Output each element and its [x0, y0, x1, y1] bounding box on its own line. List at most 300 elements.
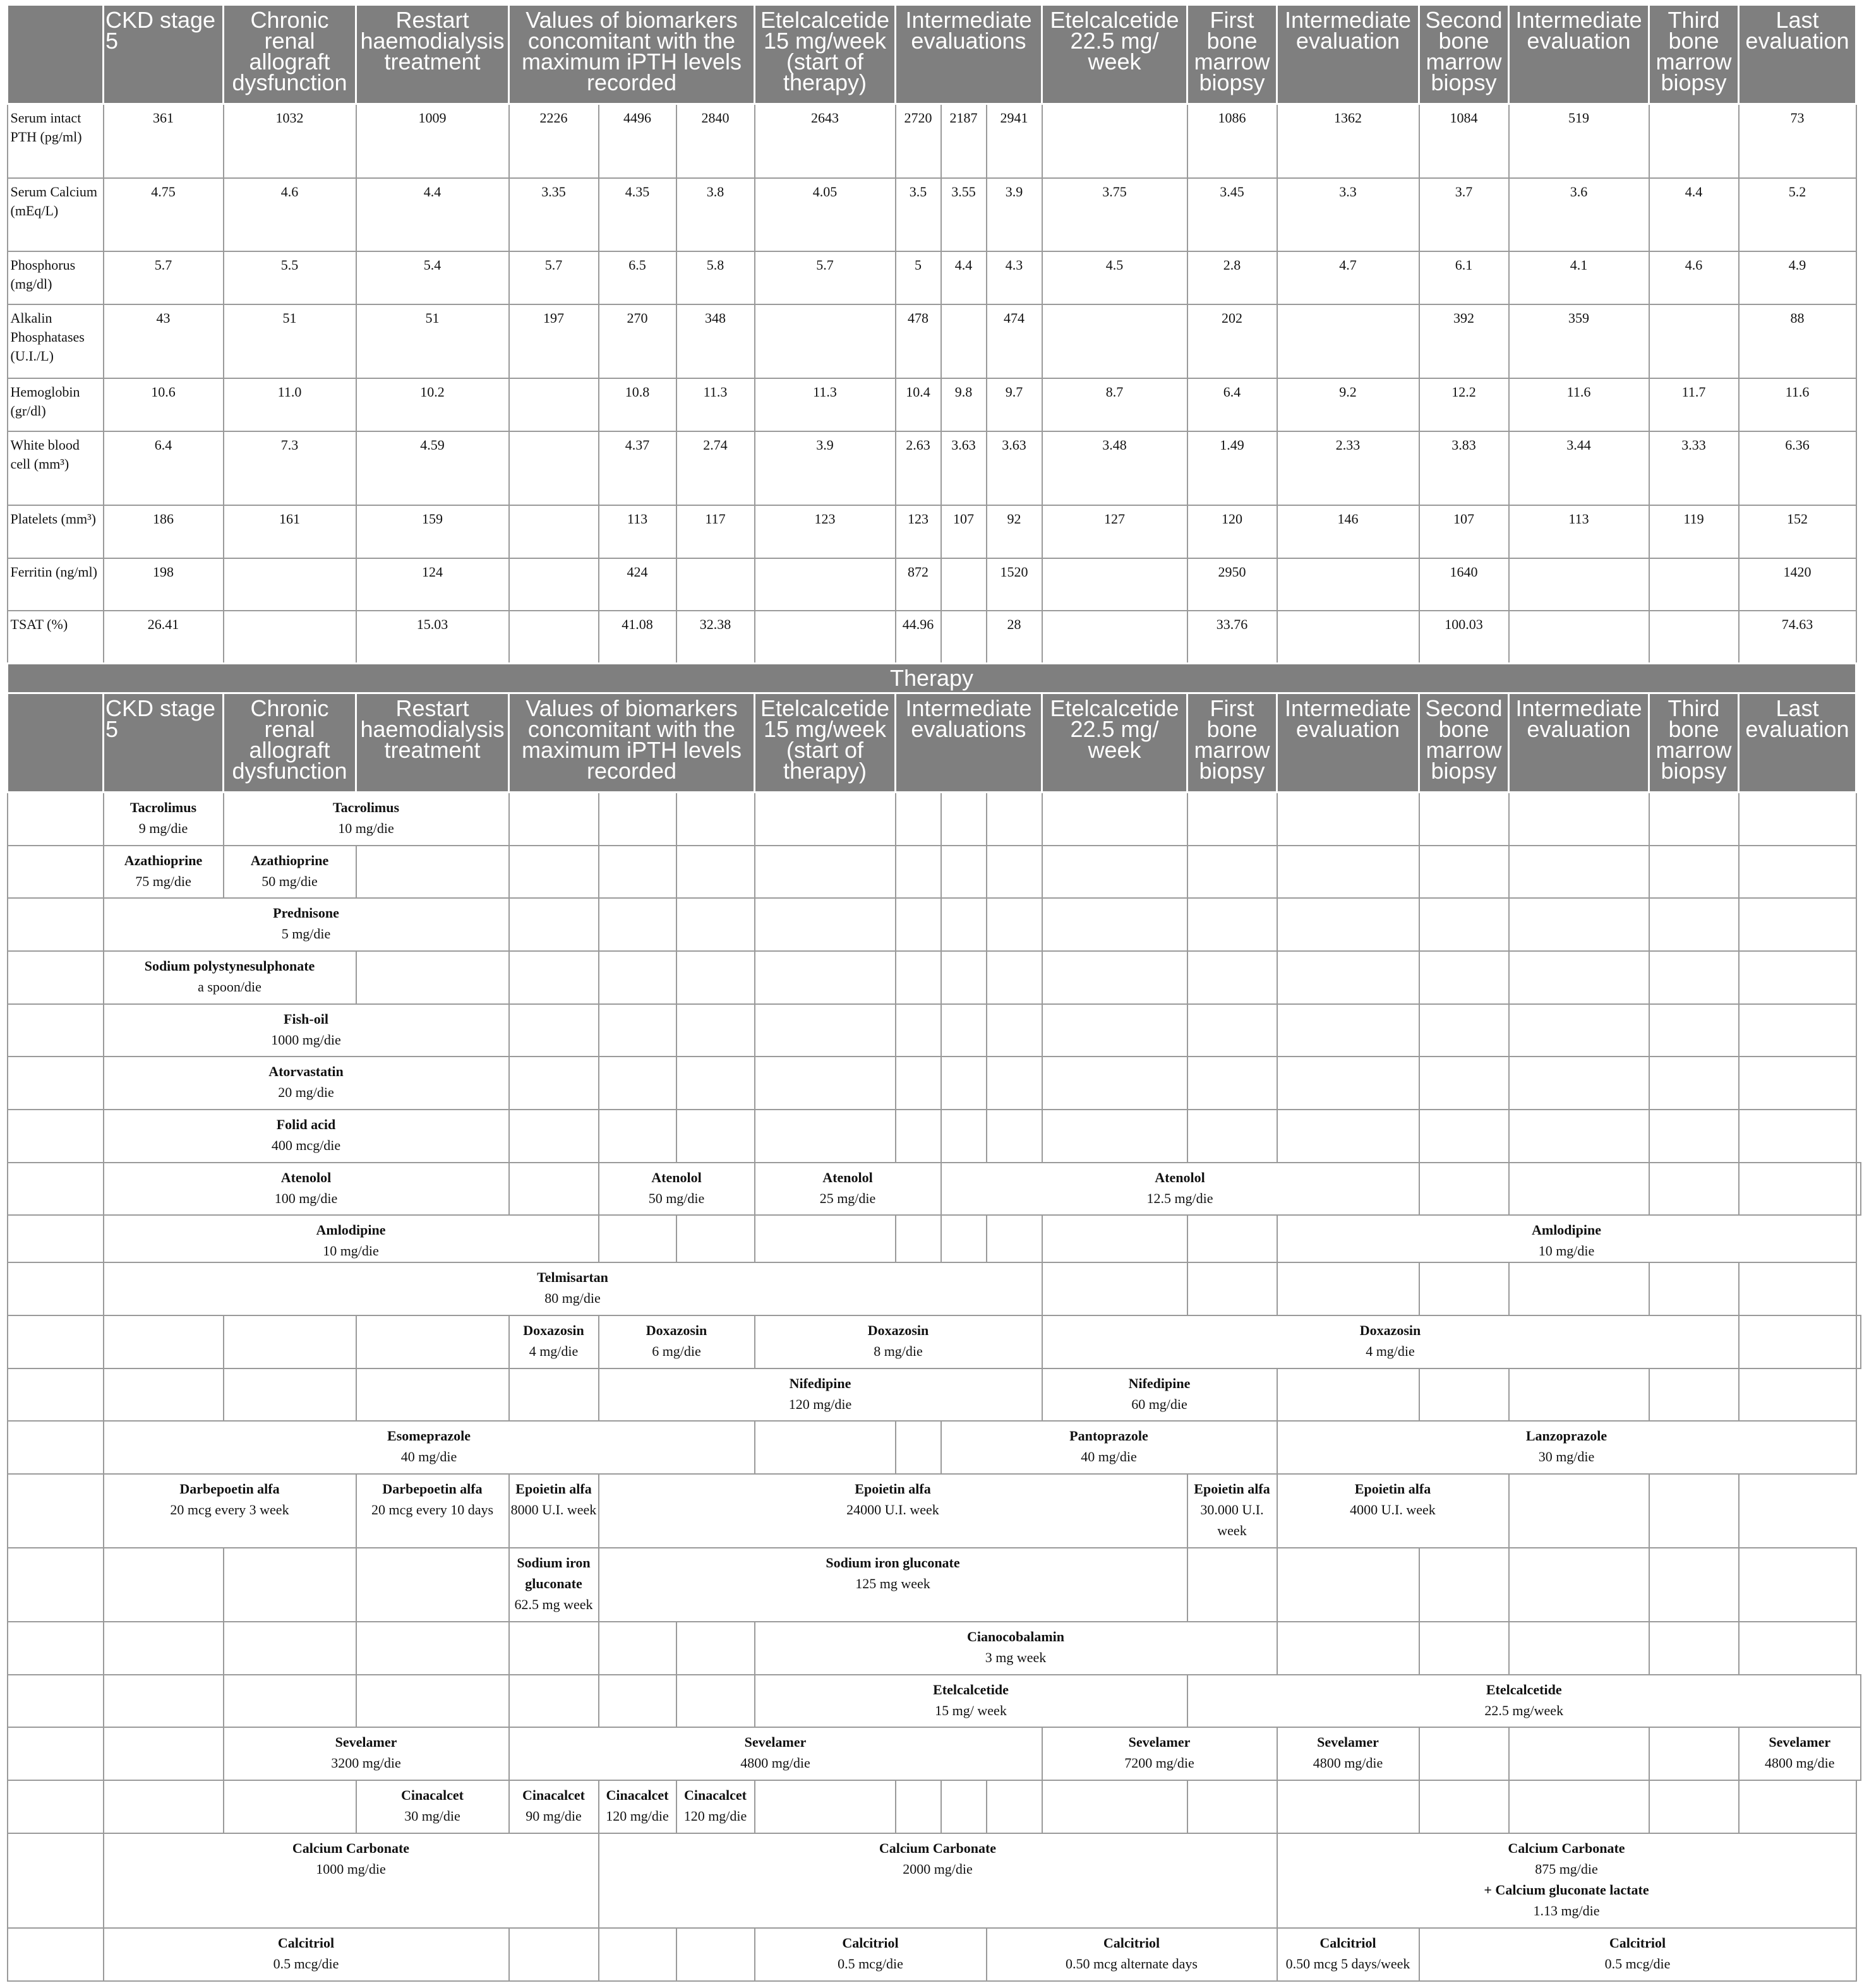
cell: 2.33	[1277, 431, 1419, 505]
drug-cell	[104, 1004, 509, 1057]
cell	[1277, 611, 1419, 664]
empty-cell	[755, 1215, 896, 1262]
drug-cell	[599, 1474, 1187, 1548]
drug-cell	[1277, 1833, 1856, 1928]
cell: 3.9	[755, 431, 896, 505]
empty-cell	[1419, 1163, 1509, 1215]
empty-cell	[755, 1110, 896, 1163]
drug-name: Etelcalcetide	[933, 1681, 1009, 1698]
drug-dose: 400 mcg/die	[271, 1137, 341, 1153]
empty-cell	[1739, 898, 1856, 951]
cell: 4.05	[755, 178, 896, 251]
empty-cell	[1739, 1057, 1856, 1110]
drug-name: Amlodipine	[316, 1221, 386, 1238]
cell	[509, 558, 599, 611]
drug-cell	[224, 793, 509, 846]
drug-dose: 8 mg/die	[874, 1343, 923, 1359]
empty-cell	[104, 1368, 224, 1421]
cell: 161	[224, 505, 356, 558]
cell: 11.6	[1739, 378, 1856, 431]
cell: 11.0	[224, 378, 356, 431]
empty-cell	[224, 1548, 356, 1622]
cell: 4.9	[1739, 251, 1856, 304]
drug-cell	[755, 1622, 1277, 1675]
cell: 6.5	[599, 251, 676, 304]
row-label-empty	[8, 1262, 104, 1315]
cell: 3.33	[1649, 431, 1739, 505]
cell: 3.5	[896, 178, 941, 251]
cell: 120	[1187, 505, 1277, 558]
empty-cell	[1042, 1780, 1187, 1833]
drug-cell	[1042, 1727, 1277, 1780]
drug-dose: 20 mcg every 3 week	[170, 1501, 289, 1518]
drug-dose: 75 mg/die	[135, 873, 191, 889]
empty-cell	[676, 846, 755, 898]
cell: 474	[987, 304, 1042, 378]
empty-cell	[896, 1215, 941, 1262]
therapy-row	[8, 1780, 1861, 1833]
drug-dose: 10 mg/die	[1538, 1242, 1595, 1259]
empty-cell	[1649, 1110, 1739, 1163]
cell: 3.35	[509, 178, 599, 251]
drug-name: Sodium iron gluconate	[826, 1554, 960, 1571]
cell: 113	[1509, 505, 1649, 558]
cell: 9.2	[1277, 378, 1419, 431]
drug-cell	[1277, 1215, 1856, 1262]
empty-cell	[1187, 1262, 1277, 1315]
cell: 478	[896, 304, 941, 378]
empty-cell	[1649, 1262, 1739, 1315]
empty-cell	[509, 1004, 599, 1057]
empty-cell	[509, 1675, 599, 1727]
empty-cell	[987, 1215, 1042, 1262]
empty-cell	[104, 1622, 224, 1675]
cell: 270	[599, 304, 676, 378]
row-label-empty	[8, 1057, 104, 1110]
cell: 3.7	[1419, 178, 1509, 251]
empty-cell	[509, 1622, 599, 1675]
empty-cell	[1649, 1474, 1739, 1548]
header-restart-haemodialysis: Restart haemodialysis treatment	[356, 5, 509, 104]
cell: 5.7	[104, 251, 224, 304]
header-corner	[8, 5, 104, 104]
cell: 113	[599, 505, 676, 558]
drug-cell	[599, 1548, 1187, 1622]
empty-cell	[1277, 951, 1419, 1004]
therapy-row	[8, 898, 1861, 951]
drug-dose: 875 mg/die	[1535, 1860, 1598, 1877]
drug-name: Nifedipine	[789, 1375, 851, 1391]
drug-name: Doxazosin	[1359, 1322, 1421, 1338]
empty-cell	[1419, 1262, 1509, 1315]
drug-cell	[755, 1163, 941, 1215]
empty-cell	[1739, 1163, 1856, 1215]
cell	[1042, 611, 1187, 664]
empty-cell	[676, 1004, 755, 1057]
empty-cell	[356, 1315, 509, 1368]
empty-cell	[1187, 1780, 1277, 1833]
empty-cell	[1419, 1004, 1509, 1057]
header-allograft-dysfunction: Chronic renal allograft dysfunction	[224, 5, 356, 104]
cell	[509, 611, 599, 664]
drug-name: Epoietin alfa	[855, 1480, 931, 1497]
drug-dose: 15 mg/ week	[935, 1702, 1007, 1718]
lab-row	[8, 378, 1861, 431]
drug-dose: 30 mg/die	[404, 1807, 460, 1824]
empty-cell	[755, 898, 896, 951]
cell: 3.63	[941, 431, 987, 505]
empty-cell	[1277, 846, 1419, 898]
empty-cell	[1419, 951, 1509, 1004]
empty-cell	[1419, 1368, 1509, 1421]
empty-cell	[1277, 1262, 1419, 1315]
cell	[509, 378, 599, 431]
cell: 2950	[1187, 558, 1277, 611]
table-container	[6, 4, 1861, 1982]
empty-cell	[599, 898, 676, 951]
row-label: Ferritin (ng/ml)	[8, 558, 104, 611]
empty-cell	[1277, 1548, 1419, 1622]
cell: 3.83	[1419, 431, 1509, 505]
cell: 5.5	[224, 251, 356, 304]
drug-cell	[509, 1315, 599, 1368]
empty-cell	[1509, 1780, 1649, 1833]
drug-dose: 50 mg/die	[261, 873, 318, 889]
empty-cell	[941, 1004, 987, 1057]
empty-cell	[1187, 1057, 1277, 1110]
empty-cell	[1739, 1368, 1856, 1421]
drug-cell	[104, 951, 356, 1004]
empty-cell	[941, 1780, 987, 1833]
header-corner	[8, 693, 104, 793]
drug-dose-extra: 1.13 mg/die	[1533, 1902, 1600, 1919]
row-label: White blood cell (mm³)	[8, 431, 104, 505]
drug-cell	[987, 1928, 1277, 1981]
row-label: Hemoglobin (gr/dl)	[8, 378, 104, 431]
empty-cell	[509, 898, 599, 951]
drug-dose: 7200 mg/die	[1124, 1754, 1194, 1771]
drug-name: Pantoprazole	[1069, 1427, 1148, 1444]
drug-dose: 3 mg week	[985, 1649, 1047, 1665]
header-intermediate-evaluations: Intermediate evaluations	[896, 693, 1042, 793]
empty-cell	[1856, 1315, 1861, 1368]
therapy-row	[8, 1548, 1861, 1622]
drug-cell	[599, 1780, 676, 1833]
empty-cell	[599, 1928, 676, 1981]
drug-cell	[599, 1163, 755, 1215]
header-max-ipth: Values of biomarkers concomitant with the maximum iPTH levels recorded	[509, 693, 755, 793]
cell: 348	[676, 304, 755, 378]
row-label: Platelets (mm³)	[8, 505, 104, 558]
empty-cell	[509, 951, 599, 1004]
empty-cell	[1739, 846, 1856, 898]
row-label: Phosphorus (mg/dl)	[8, 251, 104, 304]
cell: 3.63	[987, 431, 1042, 505]
drug-name: Doxazosin	[867, 1322, 929, 1338]
cell: 43	[104, 304, 224, 378]
cell: 7.3	[224, 431, 356, 505]
empty-cell	[1856, 1163, 1861, 1215]
drug-name: Cinacalcet	[684, 1787, 747, 1803]
empty-cell	[104, 1675, 224, 1727]
drug-dose: 0.50 mcg alternate days	[1066, 1955, 1198, 1972]
empty-cell	[1649, 951, 1739, 1004]
empty-cell	[1187, 898, 1277, 951]
cell: 5.7	[509, 251, 599, 304]
empty-cell	[104, 1727, 224, 1780]
cell: 3.75	[1042, 178, 1187, 251]
cell: 10.2	[356, 378, 509, 431]
drug-name: Cinacalcet	[522, 1787, 585, 1803]
row-label-empty	[8, 1928, 104, 1981]
cell: 6.36	[1739, 431, 1856, 505]
cell: 51	[224, 304, 356, 378]
empty-cell	[1277, 1368, 1419, 1421]
drug-name: Epoietin alfa	[515, 1480, 592, 1497]
drug-name: Cinacalcet	[401, 1787, 464, 1803]
empty-cell	[1187, 1548, 1277, 1622]
therapy-row	[8, 1004, 1861, 1057]
drug-cell	[104, 1833, 599, 1928]
empty-cell	[1739, 1110, 1856, 1163]
drug-dose: 8000 U.I. week	[510, 1501, 597, 1518]
therapy-row	[8, 1262, 1861, 1315]
cell	[1509, 611, 1649, 664]
cell: 4.4	[941, 251, 987, 304]
row-label-empty	[8, 1368, 104, 1421]
drug-dose: 25 mg/die	[819, 1190, 876, 1206]
empty-cell	[941, 1110, 987, 1163]
header-first-biopsy: First bone marrow biopsy	[1187, 5, 1277, 104]
empty-cell	[1187, 1215, 1277, 1262]
empty-cell	[1509, 1727, 1649, 1780]
empty-cell	[104, 1315, 224, 1368]
cell: 15.03	[356, 611, 509, 664]
cell: 74.63	[1739, 611, 1856, 664]
cell: 152	[1739, 505, 1856, 558]
drug-dose: 4800 mg/die	[740, 1754, 810, 1771]
cell	[1042, 304, 1187, 378]
therapy-row	[8, 1110, 1861, 1163]
lab-row	[8, 431, 1861, 505]
drug-cell	[104, 1110, 509, 1163]
empty-cell	[1042, 1262, 1187, 1315]
drug-name: Darbepoetin alfa	[382, 1480, 483, 1497]
empty-cell	[1042, 1057, 1187, 1110]
drug-dose: 30.000 U.I. week	[1200, 1501, 1264, 1538]
drug-name: Tacrolimus	[129, 799, 197, 815]
row-label-empty	[8, 1548, 104, 1622]
drug-cell	[104, 898, 509, 951]
cell	[1042, 104, 1187, 178]
empty-cell	[755, 846, 896, 898]
empty-cell	[1042, 1215, 1187, 1262]
drug-dose: 125 mg week	[855, 1575, 930, 1591]
header-intermediate-evaluation-2: Intermediate evaluation	[1509, 693, 1649, 793]
cell	[1649, 558, 1739, 611]
drug-dose: 50 mg/die	[648, 1190, 705, 1206]
therapy-title: Therapy	[8, 664, 1856, 693]
cell	[755, 304, 896, 378]
drug-name: Tacrolimus	[332, 799, 400, 815]
drug-dose: 20 mg/die	[278, 1084, 334, 1100]
empty-cell	[104, 1548, 224, 1622]
drug-name: Sevelamer	[1317, 1734, 1379, 1750]
cell: 4.35	[599, 178, 676, 251]
empty-cell	[1042, 1004, 1187, 1057]
cell: 107	[941, 505, 987, 558]
empty-cell	[356, 1368, 509, 1421]
cell: 124	[356, 558, 509, 611]
cell: 11.3	[676, 378, 755, 431]
row-label: Serum Calcium (mEq/L)	[8, 178, 104, 251]
drug-name: Telmisartan	[537, 1269, 608, 1285]
empty-cell	[356, 951, 509, 1004]
drug-name: Atenolol	[651, 1169, 702, 1185]
empty-cell	[987, 1057, 1042, 1110]
empty-cell	[896, 846, 941, 898]
cell	[676, 558, 755, 611]
header-row	[8, 5, 1861, 104]
empty-cell	[1739, 1548, 1856, 1622]
header-third-biopsy: Third bone marrow biopsy	[1649, 693, 1739, 793]
empty-cell	[1187, 1004, 1277, 1057]
drug-cell	[104, 1057, 509, 1110]
empty-cell	[1739, 1315, 1856, 1368]
drug-dose: 10 mg/die	[338, 820, 394, 836]
cell: 1420	[1739, 558, 1856, 611]
row-label-empty	[8, 846, 104, 898]
empty-cell	[1509, 1004, 1649, 1057]
cell: 123	[755, 505, 896, 558]
row-label-empty	[8, 1780, 104, 1833]
therapy-row	[8, 1057, 1861, 1110]
cell: 3.6	[1509, 178, 1649, 251]
drug-name: Prednisone	[273, 904, 339, 921]
drug-dose: 10 mg/die	[323, 1242, 379, 1259]
drug-name: Cianocobalamin	[966, 1628, 1065, 1644]
empty-cell	[1739, 951, 1856, 1004]
drug-name: Azathioprine	[124, 852, 203, 868]
cell: 117	[676, 505, 755, 558]
empty-cell	[599, 1215, 676, 1262]
cell: 3.48	[1042, 431, 1187, 505]
drug-cell	[104, 1421, 755, 1474]
cell: 2941	[987, 104, 1042, 178]
cell: 127	[1042, 505, 1187, 558]
empty-cell	[1649, 793, 1739, 846]
cell: 32.38	[676, 611, 755, 664]
drug-dose: 24000 U.I. week	[846, 1501, 939, 1518]
lab-row	[8, 611, 1861, 664]
row-label-empty	[8, 1110, 104, 1163]
drug-name: Calcitriol	[842, 1934, 899, 1951]
drug-cell	[676, 1780, 755, 1833]
cell: 10.4	[896, 378, 941, 431]
drug-cell	[509, 1474, 599, 1548]
empty-cell	[224, 1315, 356, 1368]
empty-cell	[224, 1675, 356, 1727]
drug-dose: 22.5 mg/week	[1484, 1702, 1564, 1718]
empty-cell	[599, 1110, 676, 1163]
drug-name: Sevelamer	[335, 1734, 397, 1750]
drug-dose: 0.5 mcg/die	[1604, 1955, 1671, 1972]
empty-cell	[1649, 1548, 1739, 1622]
empty-cell	[896, 1780, 941, 1833]
empty-cell	[1277, 1057, 1419, 1110]
row-label-empty	[8, 1163, 104, 1215]
row-label-empty	[8, 1315, 104, 1368]
drug-cell	[509, 1548, 599, 1622]
drug-name: Esomeprazole	[387, 1427, 471, 1444]
drug-name: Cinacalcet	[606, 1787, 669, 1803]
empty-cell	[1277, 1780, 1419, 1833]
cell: 146	[1277, 505, 1419, 558]
cell: 11.6	[1509, 378, 1649, 431]
drug-dose: 30 mg/die	[1538, 1448, 1595, 1464]
cell: 4.6	[224, 178, 356, 251]
cell	[755, 558, 896, 611]
drug-cell	[1187, 1675, 1861, 1727]
therapy-row	[8, 1315, 1861, 1368]
header-restart-haemodialysis: Restart haemodialysis treatment	[356, 693, 509, 793]
cell: 4.75	[104, 178, 224, 251]
row-label-empty	[8, 1622, 104, 1675]
drug-dose: 0.5 mcg/die	[838, 1955, 903, 1972]
empty-cell	[1649, 846, 1739, 898]
row-label-empty	[8, 1215, 104, 1262]
empty-cell	[509, 1928, 599, 1981]
cell	[1649, 611, 1739, 664]
cell: 119	[1649, 505, 1739, 558]
lab-row	[8, 251, 1861, 304]
empty-cell	[599, 793, 676, 846]
cell	[941, 611, 987, 664]
empty-cell	[1509, 1368, 1649, 1421]
header-ckd-stage: CKD stage 5	[104, 5, 224, 104]
drug-cell	[509, 1780, 599, 1833]
drug-name: Calcitriol	[1319, 1934, 1376, 1951]
row-label-empty	[8, 1833, 104, 1928]
empty-cell	[1649, 1368, 1739, 1421]
therapy-header-row	[8, 693, 1861, 793]
header-intermediate-evaluation-1: Intermediate evaluation	[1277, 5, 1419, 104]
drug-dose: 120 mg/die	[606, 1807, 669, 1824]
cell	[509, 431, 599, 505]
cell: 186	[104, 505, 224, 558]
cell	[1649, 104, 1739, 178]
empty-cell	[104, 1780, 224, 1833]
drug-dose: 4 mg/die	[1366, 1343, 1415, 1359]
empty-cell	[1739, 1262, 1856, 1315]
header-etelcalcetide-22: Etelcalcetide 22.5 mg/ week	[1042, 693, 1187, 793]
row-label: Serum intact PTH (pg/ml)	[8, 104, 104, 178]
drug-cell	[1419, 1928, 1856, 1981]
empty-cell	[1649, 1622, 1739, 1675]
therapy-row	[8, 951, 1861, 1004]
empty-cell	[224, 1780, 356, 1833]
drug-cell	[104, 1262, 1042, 1315]
empty-cell	[941, 1215, 987, 1262]
empty-cell	[599, 951, 676, 1004]
drug-name: Epoietin alfa	[1194, 1480, 1270, 1497]
cell: 4.7	[1277, 251, 1419, 304]
empty-cell	[676, 1928, 755, 1981]
empty-cell	[1419, 1548, 1509, 1622]
cell: 26.41	[104, 611, 224, 664]
empty-cell	[896, 793, 941, 846]
empty-cell	[356, 846, 509, 898]
